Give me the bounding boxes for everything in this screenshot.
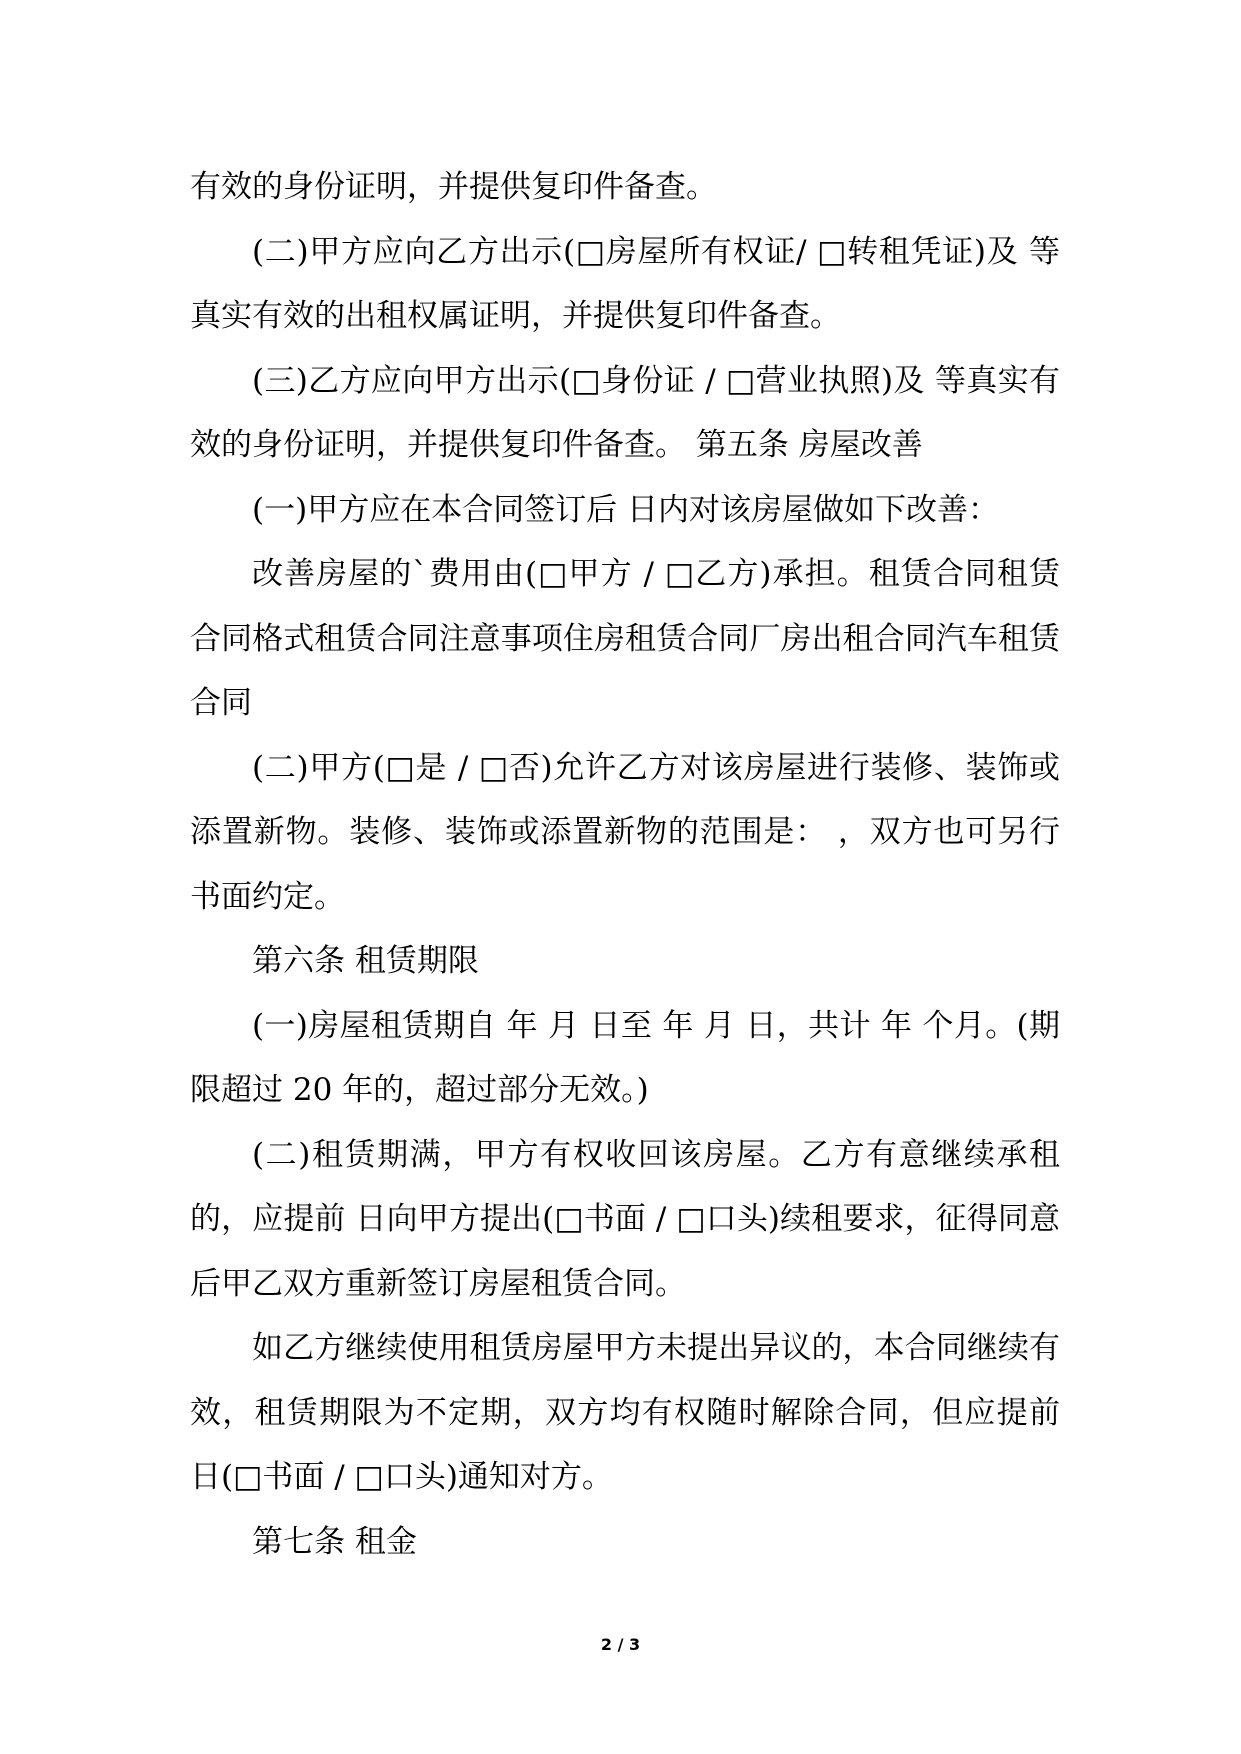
- paragraph-tenant-proof: (三)乙方应向甲方出示(□身份证 / □营业执照)及 等真实有效的身份证明，并提供复印件备查。 第五条 房屋改善: [190, 362, 1060, 463]
- paragraph-improvement-1: (一)甲方应在本合同签订后 日内对该房屋做如下改善：: [252, 491, 1000, 528]
- paragraph-lease-term-2: (二)租赁期满，甲方有权收回该房屋。乙方有意继续承租的，应提前 日向甲方提出(□书面 / □口头)续租要求，征得同意后甲乙双方重新签订房屋租赁合同。: [190, 1136, 1060, 1302]
- document-body: [190, 155, 1070, 1574]
- paragraph-improvement-cost: 改善房屋的`费用由(□甲方 / □乙方)承担。租赁合同租赁合同格式租赁合同注意事项住房租赁合同厂房出租合同汽车租赁合同: [190, 556, 1060, 721]
- paragraph-lease-term-1: (一)房屋租赁期自 年 月 日至 年 月 日，共计 年 个月。(期限超过 20 年的，超过部分无效。): [190, 1007, 1060, 1108]
- section-heading-rent: 第七条 租金: [252, 1523, 417, 1560]
- paragraph-id-continuation: 有效的身份证明，并提供复印件备查。: [190, 169, 717, 205]
- paragraph-improvement-2: (二)甲方(□是 / □否)允许乙方对该房屋进行装修、装饰或添置新物。装修、装饰或添置新物的范围是： ，双方也可另行书面约定。: [190, 749, 1060, 915]
- paragraph-landlord-proof: (二)甲方应向乙方出示(□房屋所有权证/ □转租凭证)及 等真实有效的出租权属证明，并提供复印件备查。: [190, 233, 1060, 334]
- page-number: 2 / 3: [600, 1635, 641, 1654]
- section-heading-lease-term: 第六条 租赁期限: [252, 943, 479, 979]
- paragraph-lease-continuation: 如乙方继续使用租赁房屋甲方未提出异议的，本合同继续有效，租赁期限为不定期，双方均有权随时解除合同，但应提前 日(□书面 / □口头)通知对方。: [190, 1330, 1070, 1495]
